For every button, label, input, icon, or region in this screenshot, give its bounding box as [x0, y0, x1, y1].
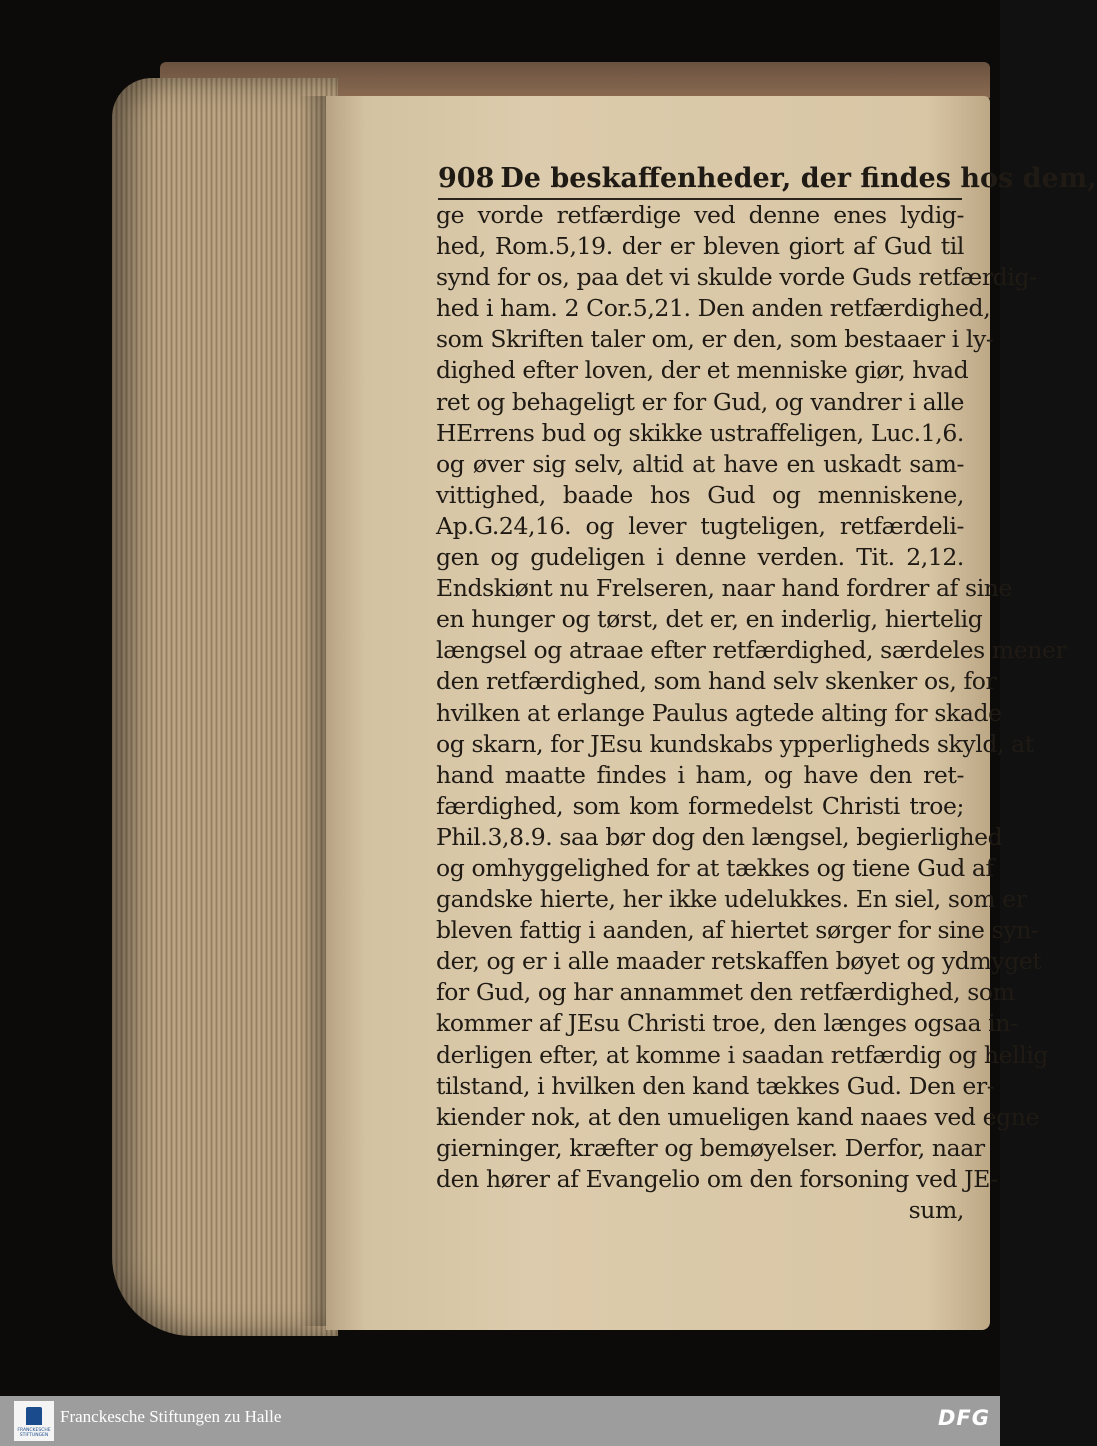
dfg-logo[interactable]: DFG [937, 1406, 990, 1430]
text-line: færdighed, som kom formedelst Christi troe; [436, 791, 964, 820]
body-text [436, 200, 1067, 1226]
text-line: der, og er i alle maader retskaffen bøyet og ydmyget [436, 947, 1042, 976]
institution-crest-icon [26, 1407, 42, 1425]
text-line: gierninger, kræfter og bemøyelser. Derfor, naar [436, 1133, 985, 1162]
text-line: længsel og atraae efter retfærdighed, særdeles mener [436, 636, 1067, 665]
running-head-title: De beskaffenheder, der findes hos dem, [500, 163, 1097, 194]
text-line: tilstand, i hvilken den kand tækkes Gud. Den er- [436, 1071, 995, 1100]
text-line: synd for os, paa det vi skulde vorde Guds retfærdig- [436, 263, 1037, 292]
text-line: den retfærdighed, som hand selv skenker os, for [436, 667, 997, 696]
text-line: Ap.G.24,16. og lever tugteligen, retfærdeli- [436, 511, 964, 540]
franckesche-logo[interactable] [14, 1401, 54, 1441]
text-line: den hører af Evangelio om den forsoning ved JE- [436, 1164, 998, 1193]
text-line: en hunger og tørst, det er, en inderlig, hiertelig [436, 605, 983, 634]
logo-text: FRANCKESCHE STIFTUNGEN [17, 1428, 51, 1438]
text-line: derligen efter, at komme i saadan retfærdig og hellig [436, 1040, 1049, 1069]
text-line: gen og gudeligen i denne verden. Tit. 2,12. [436, 543, 964, 572]
text-line: dighed efter loven, der et menniske giør, hvad [436, 356, 969, 385]
institution-name[interactable]: Franckesche Stiftungen zu Halle [60, 1407, 282, 1426]
text-line: hed, Rom.5,19. der er bleven giort af Gud til [436, 232, 964, 261]
text-line: bleven fattig i aanden, af hiertet sørger for sine syn- [436, 916, 1039, 945]
text-line: kommer af JEsu Christi troe, den længes ogsaa in- [436, 1009, 1018, 1038]
text-line: for Gud, og har annammet den retfærdighed, som [436, 978, 1015, 1007]
page-number: 908 [438, 163, 495, 194]
text-line: ge vorde retfærdige ved denne enes lydig- [436, 201, 964, 229]
text-line: gandske hierte, her ikke udelukkes. En siel, som er [436, 885, 1027, 914]
text-line: sum, [908, 1196, 964, 1224]
text-line: og omhyggelighed for at tækkes og tiene Gud af [436, 853, 994, 882]
text-line: som Skriften taler om, er den, som bestaaer i ly- [436, 325, 994, 354]
text-line: Endskiønt nu Frelseren, naar hand fordrer af sine [436, 574, 1013, 603]
text-line: og skarn, for JEsu kundskabs ypperligheds skyld, at [436, 729, 1034, 758]
viewer-footer [0, 1396, 1000, 1446]
text-line: HErrens bud og skikke ustraffeligen, Luc.1,6. [436, 418, 964, 447]
text-line: og øver sig selv, altid at have en uskadt sam- [436, 449, 964, 478]
text-line: ret og behageligt er for Gud, og vandrer i alle [436, 387, 964, 416]
running-head [438, 160, 1097, 198]
text-line: kiender nok, at den umueligen kand naaes ved egne [436, 1102, 1040, 1131]
text-line: hed i ham. 2 Cor.5,21. Den anden retfærdighed, [436, 294, 991, 323]
text-line: hvilken at erlange Paulus agtede alting for skade [436, 698, 1002, 727]
text-line: hand maatte findes i ham, og have den ret- [436, 760, 964, 789]
text-line: Phil.3,8.9. saa bør dog den længsel, begierlighed [436, 822, 1003, 851]
text-line: vittighed, baade hos Gud og menniskene, [436, 480, 964, 509]
